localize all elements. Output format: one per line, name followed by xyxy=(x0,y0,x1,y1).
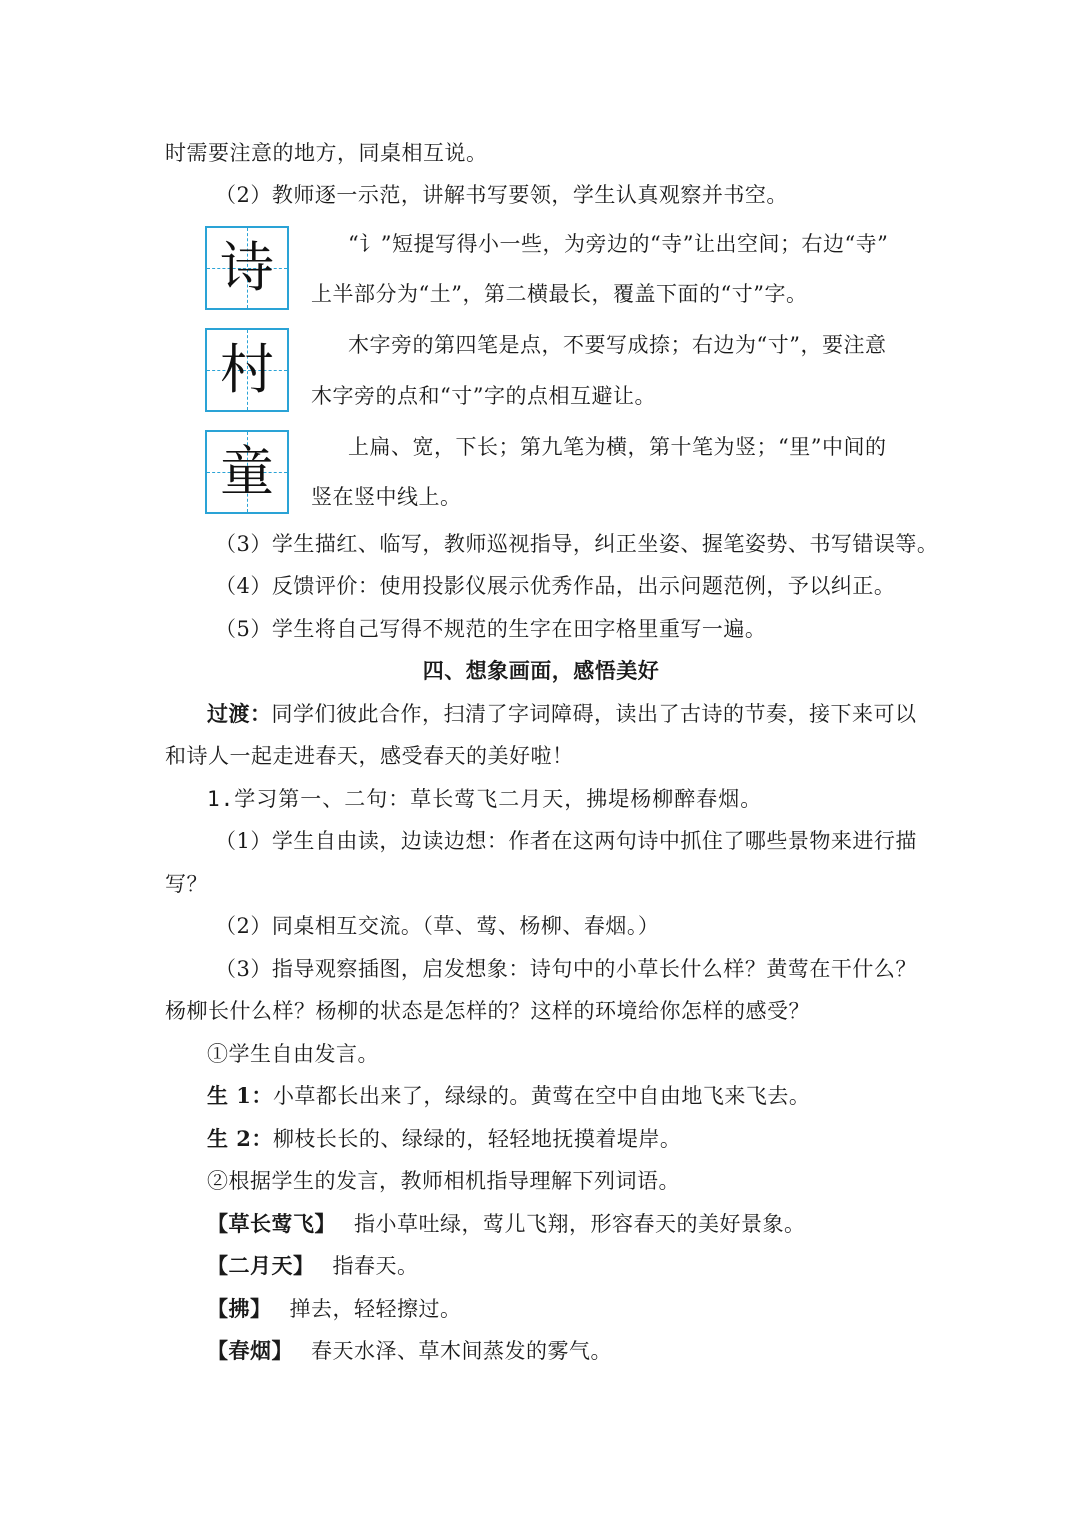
character-cun: 村 xyxy=(220,338,274,401)
term-word: 【二月天】 xyxy=(207,1253,315,1278)
tianzige-box xyxy=(205,328,289,412)
term-word: 【草长莺飞】 xyxy=(207,1211,336,1236)
term-word: 【春烟】 xyxy=(207,1338,293,1363)
student-2-text: 柳枝长长的、绿绿的，轻轻地抚摸着堤岸。 xyxy=(272,1127,682,1151)
student-1-label: 生 1： xyxy=(207,1083,273,1108)
step-5: （5）学生将自己写得不规范的生字在田字格里重写一遍。 xyxy=(215,617,767,641)
term-line xyxy=(207,1294,917,1324)
student-2-label: 生 2： xyxy=(207,1126,273,1151)
char-desc-line: “讠”短提写得小一些，为旁边的“寺”让出空间；右边“寺” xyxy=(348,232,889,256)
question-1: （1）学生自由读，边读边想：作者在这两句诗中抓住了哪些景物来进行描 xyxy=(215,829,917,853)
char-desc-line: 木字旁的第四笔是点，不要写成捺；右边为“寸”，要注意 xyxy=(348,333,887,357)
transition-text: 同学们彼此合作，扫清了字词障碍，读出了古诗的节奏，接下来可以 xyxy=(271,702,917,726)
student-2-line xyxy=(207,1124,917,1154)
char-desc-line: 上半部分为“土”，第二横最长，覆盖下面的“寸”字。 xyxy=(311,282,808,306)
char-desc-line: 木字旁的点和“寸”字的点相互避让。 xyxy=(311,384,656,408)
student-1-text: 小草都长出来了，绿绿的。黄莺在空中自由地飞来飞去。 xyxy=(272,1084,811,1108)
step-4: （4）反馈评价：使用投影仪展示优秀作品，出示问题范例，予以纠正。 xyxy=(215,574,896,598)
term-meaning: 春天水泽、草木间蒸发的雾气。 xyxy=(311,1339,612,1363)
term-line xyxy=(207,1336,917,1366)
char-desc-line: 上扁、宽，下长；第九笔为横，第十笔为竖；“里”中间的 xyxy=(348,435,887,459)
question-1-cont: 写？ xyxy=(165,872,208,896)
term-line xyxy=(207,1209,917,1239)
paragraph-line: 时需要注意的地方，同桌相互说。 xyxy=(165,141,488,165)
section-title: 四、想象画面，感悟美好 xyxy=(422,658,660,683)
student-1-line xyxy=(207,1081,917,1111)
transition-line xyxy=(207,699,917,729)
character-shi: 诗 xyxy=(220,236,274,299)
tianzige-box xyxy=(205,430,289,514)
question-3-cont: 杨柳长什么样？杨柳的状态是怎样的？这样的环境给你怎样的感受？ xyxy=(165,999,810,1023)
circled-1: ①学生自由发言。 xyxy=(207,1042,379,1066)
circled-2: ②根据学生的发言，教师相机指导理解下列词语。 xyxy=(207,1169,680,1193)
question-3: （3）指导观察插图，启发想象：诗句中的小草长什么样？黄莺在干什么？ xyxy=(215,957,917,981)
term-meaning: 掸去，轻轻擦过。 xyxy=(289,1297,462,1321)
character-tong: 童 xyxy=(220,440,274,503)
step-2: （2）教师逐一示范，讲解书写要领，学生认真观察并书空。 xyxy=(215,183,788,207)
term-meaning: 指小草吐绿，莺儿飞翔，形容春天的美好景象。 xyxy=(354,1212,806,1236)
transition-line-2: 和诗人一起走进春天，感受春天的美好啦！ xyxy=(165,744,574,768)
term-line xyxy=(207,1251,917,1281)
study-heading: 1.学习第一、二句：草长莺飞二月天，拂堤杨柳醉春烟。 xyxy=(207,787,763,811)
term-word: 【拂】 xyxy=(207,1296,272,1321)
transition-label: 过渡： xyxy=(207,701,272,726)
term-meaning: 指春天。 xyxy=(332,1254,419,1278)
char-desc-line: 竖在竖中线上。 xyxy=(311,485,462,509)
step-3: （3）学生描红、临写，教师巡视指导，纠正坐姿、握笔姿势、书写错误等。 xyxy=(215,532,939,556)
question-2: （2）同桌相互交流。（草、莺、杨柳、春烟。） xyxy=(215,914,660,938)
tianzige-box xyxy=(205,226,289,310)
